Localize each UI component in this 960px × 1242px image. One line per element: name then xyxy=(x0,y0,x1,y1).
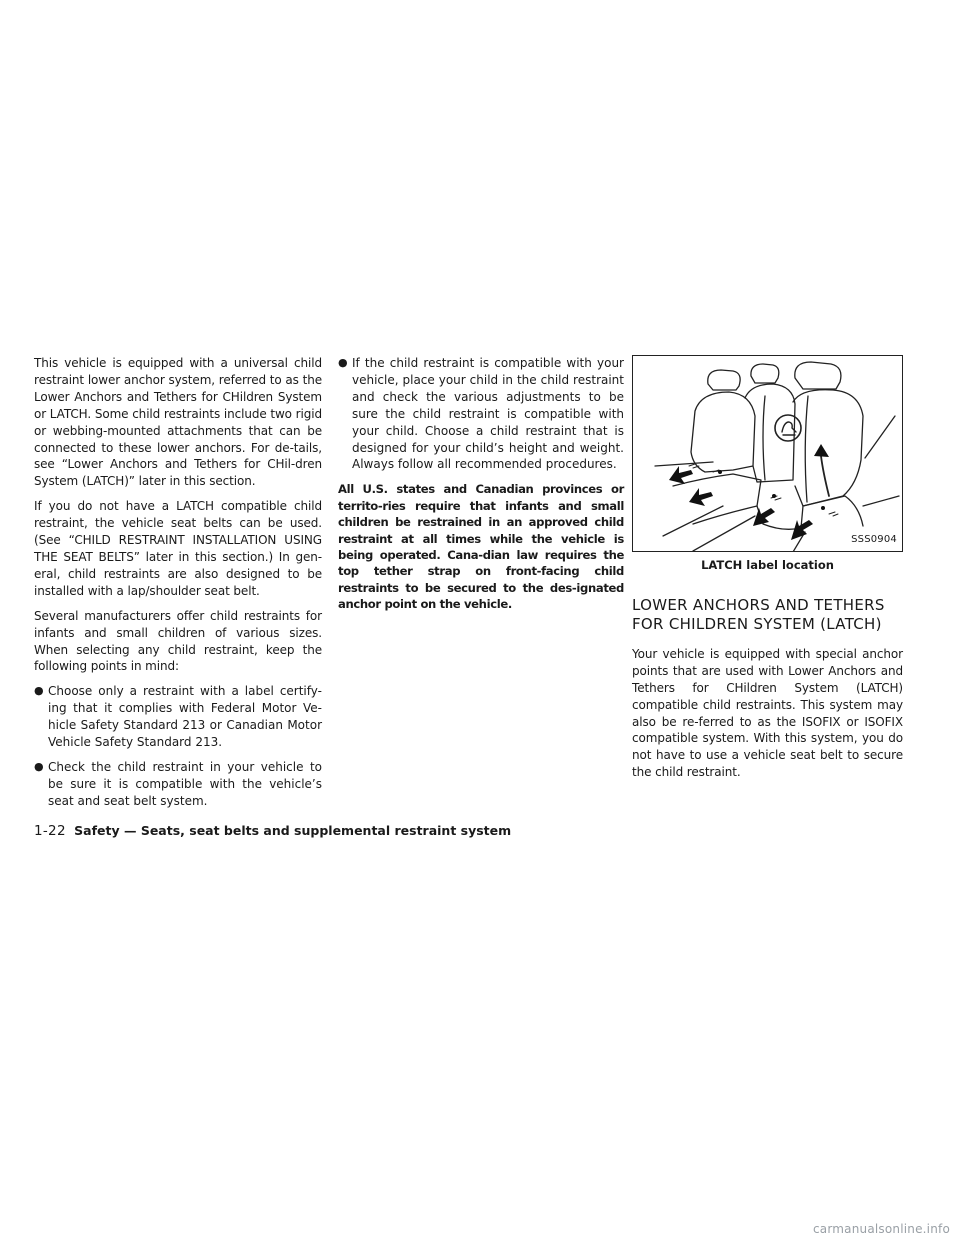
bullet-text: If the child restraint is compatible with your vehicle, place your child in the child restraint and check the various adjustments to be sure the child restraint is compatible with your child. Choose a child restraint that is designed for your child’s height and weight. Always follow all recommended procedures. xyxy=(352,356,624,472)
page-footer xyxy=(34,823,511,839)
bullet-icon: ● xyxy=(34,684,44,698)
text-column-1 xyxy=(34,355,322,818)
bullet-icon: ● xyxy=(34,759,44,773)
watermark: carmanualsonline.info xyxy=(813,1222,950,1236)
paragraph: Your vehicle is equipped with special anchor points that are used with Lower Anchors and Tethers for CHildren System (LATCH) compatible child restraints. This system may also be re-ferred to as the ISOFIX or ISOFIX compatible system. With this system, you do not have to use a vehicle seat belt to secure the child restraint. xyxy=(632,646,903,780)
rear-seat-illustration xyxy=(633,356,903,552)
footer-section-title: Safety — Seats, seat belts and supplemental restraint system xyxy=(74,823,512,838)
bullet-item xyxy=(34,683,322,751)
text-column-2 xyxy=(338,355,624,621)
bullet-item xyxy=(338,355,624,473)
latch-figure xyxy=(632,355,903,552)
bullet-item xyxy=(34,759,322,810)
paragraph: This vehicle is equipped with a universal child restraint lower anchor system, referred to as the Lower Anchors and Tethers for CHildren System or LATCH. Some child restraints include two rigid or webbing-mounted attachments that can be connected to these lower anchors. For de-tails, see “Lower Anchors and Tethers for CHil-dren System (LATCH)” later in this section. xyxy=(34,356,322,489)
figure-code: SSS0904 xyxy=(850,532,898,549)
bullet-text: Check the child restraint in your vehicle to be sure it is compatible with the vehicle’s seat and seat belt system. xyxy=(48,759,322,808)
bullet-icon: ● xyxy=(338,356,348,369)
section-heading: LOWER ANCHORS AND TETHERS FOR CHILDREN SYSTEM (LATCH) xyxy=(632,595,885,633)
bullet-text: Choose only a restraint with a label certify-ing that it complies with Federal Motor Ve-hicle Safety Standard 213 or Canadian Motor Vehicle Safety Standard 213. xyxy=(48,684,322,750)
paragraph: Several manufacturers offer child restraints for infants and small children of various sizes. When selecting any child restraint, keep the following points in mind: xyxy=(34,608,322,674)
paragraph: If you do not have a LATCH compatible child restraint, the vehicle seat belts can be used. (See “CHILD RESTRAINT INSTALLATION USING THE SEAT BELTS” later in this section.) In gen-eral, child restraints are also designed to be installed with a lap/shoulder seat belt. xyxy=(34,499,322,598)
warning-paragraph: All U.S. states and Canadian provinces or territo-ries require that infants and small children be restrained in an approved child restraint at all times while the vehicle is being operated. Cana-dian law requires the top tether strap on front-facing child restraints to be secured to the des-ignated anchor point on the vehicle. xyxy=(338,482,624,612)
text-column-3 xyxy=(632,355,903,789)
figure-caption: LATCH label location xyxy=(701,558,834,572)
page-number: 1-22 xyxy=(34,823,66,839)
